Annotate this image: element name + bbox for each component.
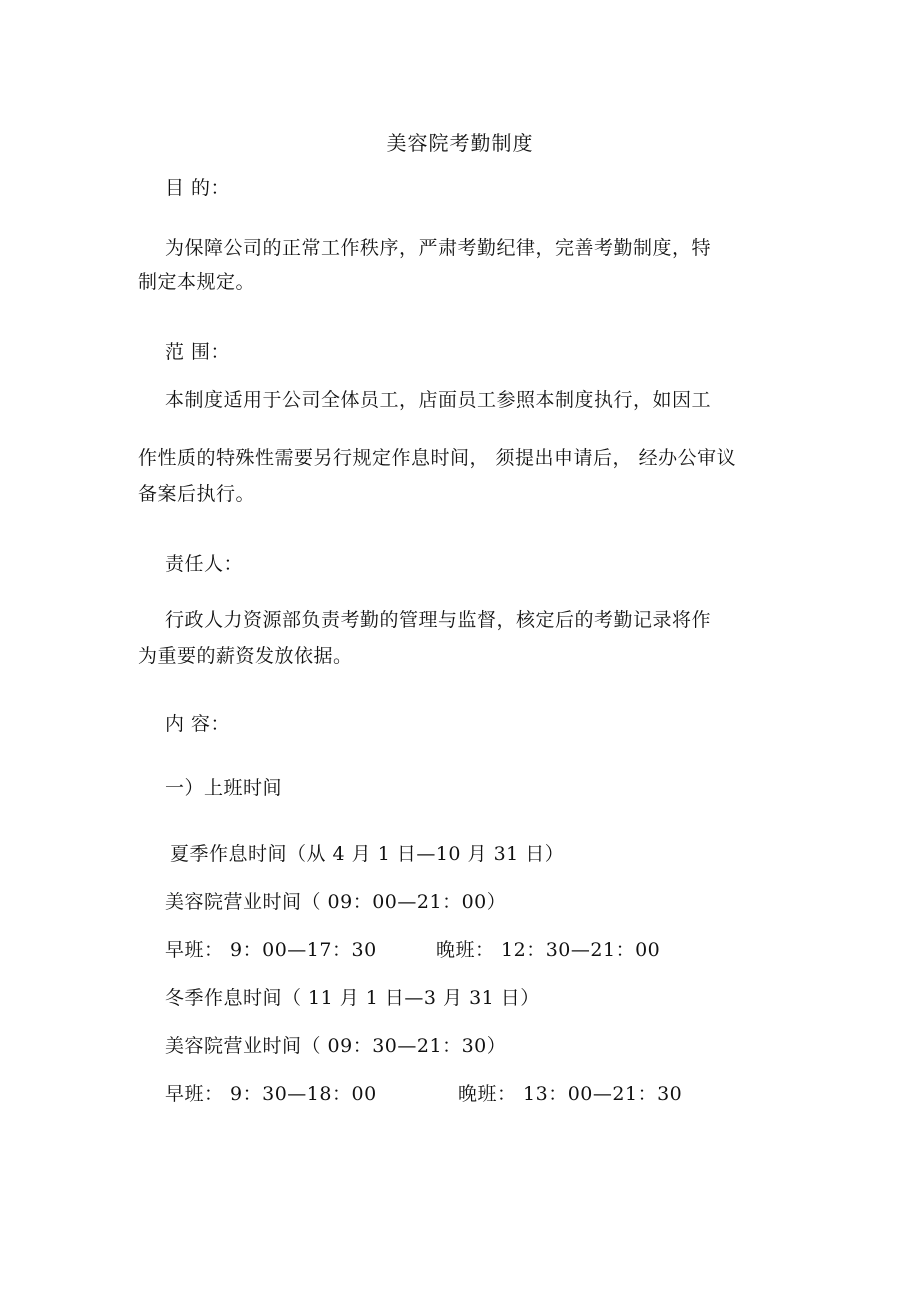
scope-line-3: 备案后执行。 [138,483,256,505]
purpose-heading: 目 的： [165,177,231,199]
content-heading: 内 容： [165,713,231,735]
winter-schedule-title: 冬季作息时间（ 11 月 1 日—3 月 31 日） [165,987,540,1009]
winter-business-hours: 美容院营业时间（ 09：30—21：30） [165,1035,507,1057]
purpose-line-1: 为保障公司的正常工作秩序，严肃考勤纪律，完善考勤制度，特 [165,237,712,259]
document-title: 美容院考勤制度 [386,131,534,155]
responsible-line-2: 为重要的薪资发放依据。 [138,645,353,667]
scope-line-2: 作性质的特殊性需要另行规定作息时间， 须提出申请后， 经办公审议 [138,447,737,469]
section-1-heading: 一）上班时间 [165,777,283,799]
winter-early-shift: 早班： 9：30—18：00 [165,1083,377,1105]
scope-line-1: 本制度适用于公司全体员工，店面员工参照本制度执行，如因工 [165,389,712,411]
winter-late-shift: 晚班： 13：00—21：30 [458,1083,683,1105]
summer-late-shift: 晚班： 12：30—21：00 [436,939,661,961]
summer-business-hours: 美容院营业时间（ 09：00—21：00） [165,891,507,913]
responsible-line-1: 行政人力资源部负责考勤的管理与监督，核定后的考勤记录将作 [165,609,712,631]
scope-heading: 范 围： [165,341,231,363]
purpose-line-2: 制定本规定。 [138,271,256,293]
summer-early-shift: 早班： 9：00—17：30 [165,939,377,961]
responsible-heading: 责任人： [165,553,244,575]
summer-schedule-title: 夏季作息时间（从 4 月 1 日—10 月 31 日） [170,843,565,865]
